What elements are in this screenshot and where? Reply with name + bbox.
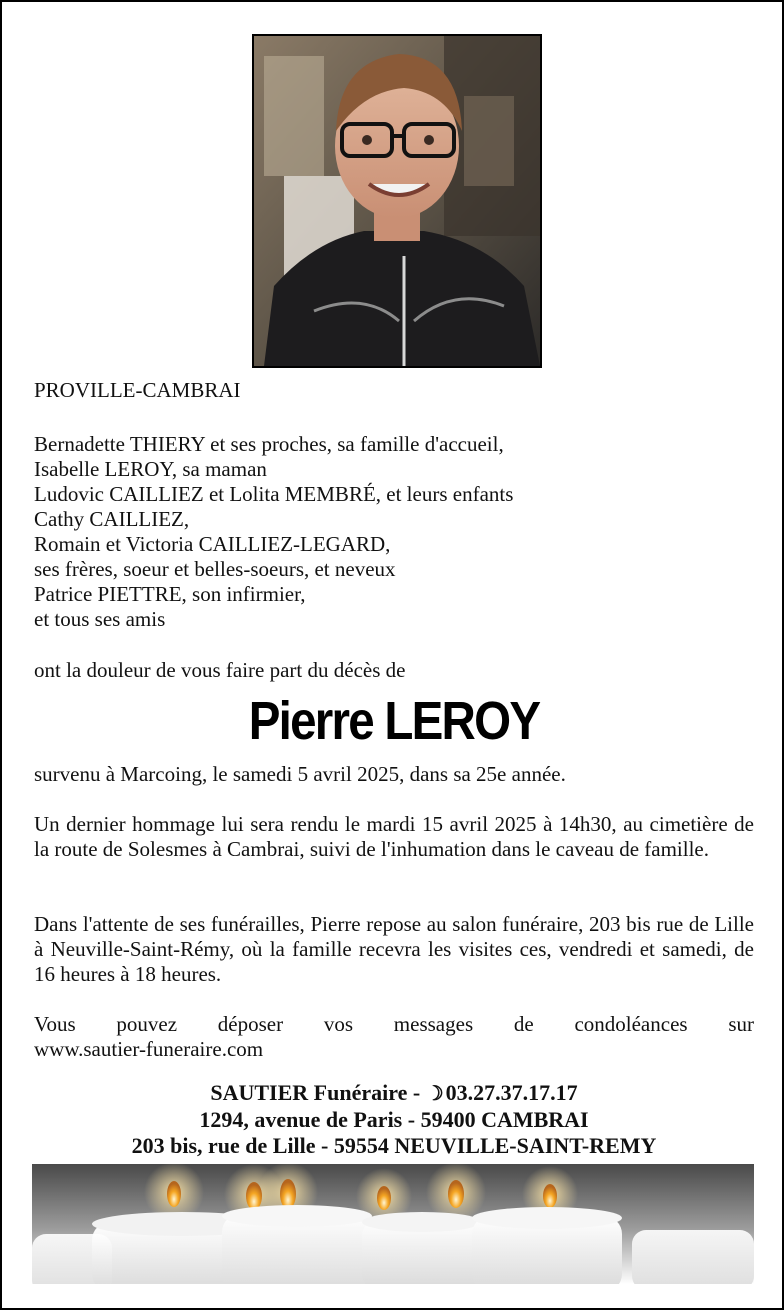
family-line: Isabelle LEROY, sa maman: [34, 457, 267, 481]
family-list: [34, 432, 754, 632]
funeral-home-address-2: 203 bis, rue de Lille - 59554 NEUVILLE-SAINT-REMY: [131, 1133, 657, 1158]
family-line: Cathy CAILLIEZ,: [34, 507, 190, 531]
location-text: PROVILLE-CAMBRAI: [34, 378, 241, 402]
visitation-paragraph: Dans l'attente de ses funérailles, Pierre repose au salon funéraire, 203 bis rue de Lille à Neuville-Saint-Rémy, où la famille recevra les visites ces, vendredi et samedi, de 16 heures à 18 heures.: [34, 912, 754, 986]
funeral-home-name: SAUTIER Funéraire -: [210, 1080, 426, 1105]
funeral-home-info: [2, 1080, 784, 1159]
location-heading: [34, 378, 754, 403]
phone-icon: ☽: [425, 1083, 444, 1105]
condolences-text: Vous pouvez déposer vos messages de condoléances sur: [34, 1012, 754, 1036]
candles-banner: [32, 1164, 754, 1284]
funeral-home-address-1: 1294, avenue de Paris - 59400 CAMBRAI: [199, 1107, 589, 1132]
funeral-home-name-line: [2, 1080, 784, 1107]
candles-illustration: [32, 1164, 754, 1284]
family-line: Ludovic CAILLIEZ et Lolita MEMBRÉ, et leurs enfants: [34, 482, 514, 506]
death-details-text: survenu à Marcoing, le samedi 5 avril 2025, dans sa 25e année.: [34, 762, 566, 786]
announcement: [34, 658, 754, 683]
deceased-name: Pierre LEROY: [248, 691, 540, 751]
family-line: ses frères, soeur et belles-soeurs, et neveux: [34, 557, 396, 581]
ceremony-paragraph: Un dernier hommage lui sera rendu le mardi 15 avril 2025 à 14h30, au cimetière de la route de Solesmes à Cambrai, suivi de l'inhumation dans le caveau de famille.: [34, 812, 754, 861]
family-line: Romain et Victoria CAILLIEZ-LEGARD,: [34, 532, 391, 556]
family-line: Bernadette THIERY et ses proches, sa famille d'accueil,: [34, 432, 504, 456]
announcement-text: ont la douleur de vous faire part du décès de: [34, 658, 406, 682]
funeral-home-phone[interactable]: 03.27.37.17.17: [445, 1080, 578, 1105]
family-line: Patrice PIETTRE, son infirmier,: [34, 582, 306, 606]
death-details: [34, 762, 754, 787]
family-line: et tous ses amis: [34, 607, 166, 631]
condolences-paragraph: [34, 1012, 754, 1062]
portrait-illustration: [254, 36, 540, 366]
condolences-website-link[interactable]: www.sautier-funeraire.com: [34, 1037, 264, 1061]
portrait-photo: [252, 34, 542, 368]
